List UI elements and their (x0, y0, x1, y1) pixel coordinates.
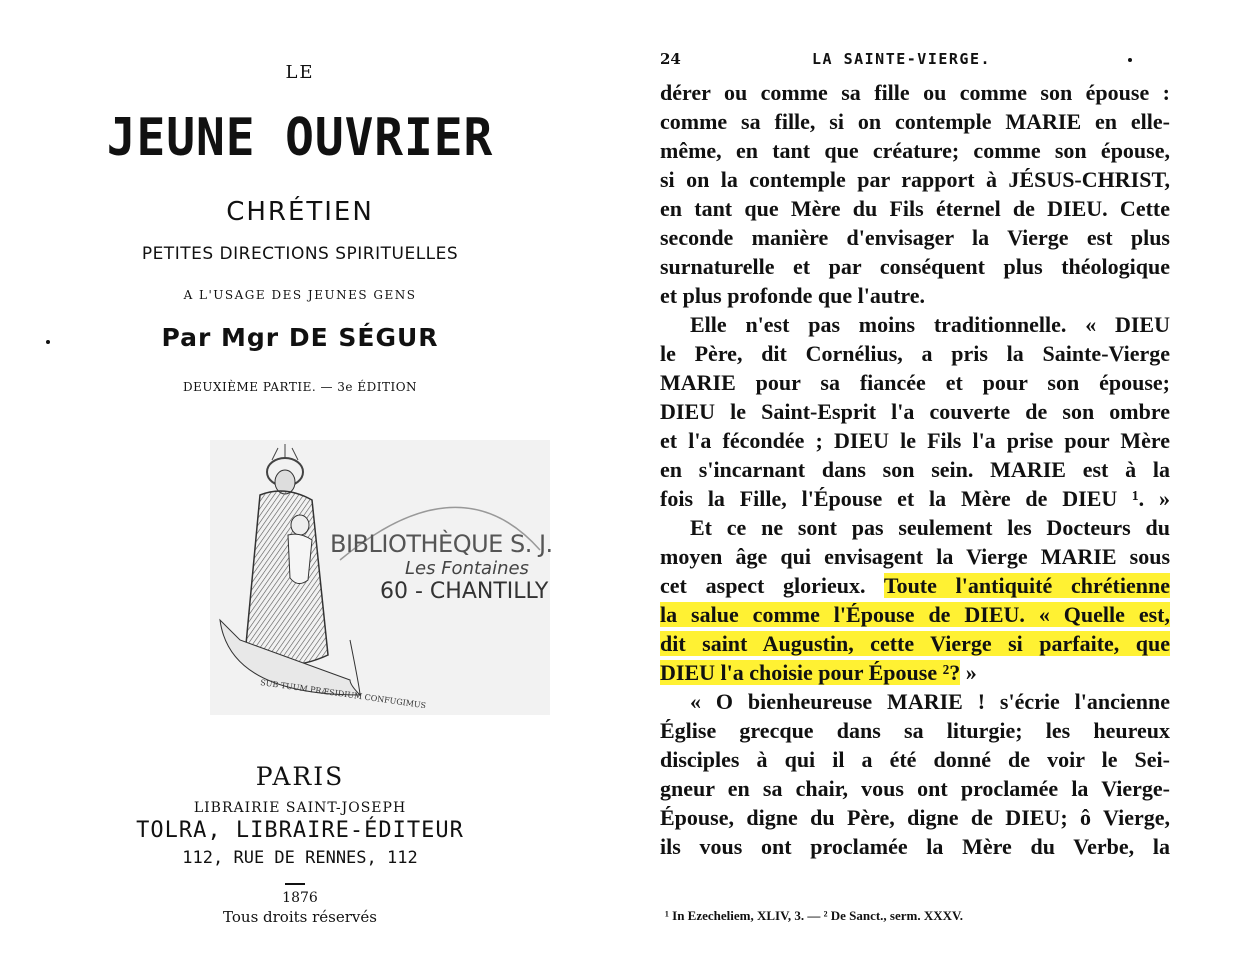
line-text: disciples à qui il a été donné de voir le Sei- (660, 747, 1170, 772)
line-text: Église grecque dans sa liturgie; les heureux (660, 718, 1170, 743)
book-subtitle-2: PETITES DIRECTIONS SPIRITUELLES (141, 244, 459, 264)
text-line (660, 600, 1170, 629)
highlighted-text: dit saint Augustin, cette Vierge si parfaite, que (660, 631, 1170, 656)
line-text: moyen âge qui envisagent la Vierge MARIE sous (660, 544, 1170, 569)
publisher-line-2: TOLRA, LIBRAIRE-ÉDITEUR (136, 818, 464, 843)
title-le: LE (285, 62, 315, 83)
stamp-line-3: 60 - CHANTILLY (380, 579, 549, 604)
text-line (660, 78, 1170, 107)
text-line (660, 223, 1170, 252)
speck (46, 340, 50, 344)
publisher-line-1: LIBRAIRIE SAINT-JOSEPH (193, 800, 407, 816)
text-line (660, 397, 1170, 426)
text-line (660, 687, 1170, 716)
line-text: ils vous ont proclamée la Mère du Verbe, la (660, 834, 1170, 859)
text-line (660, 832, 1170, 861)
line-text: comme sa fille, si on contemple MARIE en elle- (660, 109, 1170, 134)
highlighted-text: la salue comme l'Épouse de DIEU. « Quelle est, (660, 602, 1170, 627)
text-line (660, 455, 1170, 484)
line-text: Et ce ne sont pas seulement les Docteurs du (690, 515, 1170, 540)
line-text: surnaturelle et par conséquent plus théologique (660, 254, 1170, 279)
book-subtitle: CHRÉTIEN (226, 197, 374, 227)
rights-line: Tous droits réservés (223, 908, 377, 926)
line-text: DIEU le Saint-Esprit l'a couverte de son ombre (660, 399, 1170, 424)
running-head: LA SAINTE-VIERGE. (812, 50, 992, 68)
line-text: si on la contemple par rapport à JÉSUS-CHRIST, (660, 167, 1170, 192)
line-text: cet aspect glorieux. (660, 573, 884, 598)
library-stamp (330, 530, 553, 604)
line-text: Épouse, digne du Père, digne de DIEU; ô Vierge, (660, 805, 1170, 830)
line-text: » (960, 660, 977, 685)
highlighted-text: DIEU l'a choisie pour Épouse ²? (660, 660, 961, 685)
stamp-line-2: Les Fontaines (405, 558, 529, 579)
line-text: en tant que Mère du Fils éternel de DIEU. Cette (660, 196, 1170, 221)
page-number: 24 (660, 50, 681, 68)
publisher-address: 112, RUE DE RENNES, 112 (182, 848, 418, 868)
line-text: fois la Fille, l'Épouse et la Mère de DIEU ¹. » (660, 486, 1170, 511)
footnotes: ¹ In Ezecheliem, XLIV, 3. — ² De Sanct., serm. XXXV. (665, 908, 963, 923)
banner-text: SUB TUUM PRÆSIDIUM CONFUGIMUS (259, 678, 427, 711)
line-text: et plus profonde que l'autre. (660, 283, 926, 308)
edition-line: DEUXIÈME PARTIE. — 3e ÉDITION (182, 380, 418, 394)
audience-line: A L'USAGE DES JEUNES GENS (183, 288, 417, 302)
line-text: dérer ou comme sa fille ou comme son épouse : (660, 80, 1170, 105)
text-line (660, 281, 1170, 310)
text-line (660, 426, 1170, 455)
text-line (660, 658, 1170, 687)
divider (285, 883, 305, 885)
text-line (660, 484, 1170, 513)
text-line (660, 107, 1170, 136)
text-line (660, 194, 1170, 223)
line-text: « O bienheureuse MARIE ! s'écrie l'ancienne (690, 689, 1170, 714)
text-line (660, 629, 1170, 658)
text-line (660, 774, 1170, 803)
line-text: gneur en sa chair, vous ont proclamée la Vierge- (660, 776, 1170, 801)
text-line (660, 368, 1170, 397)
text-line (660, 803, 1170, 832)
text-line (660, 571, 1170, 600)
line-text: MARIE pour sa fiancée et pour son épouse; (660, 370, 1170, 395)
line-text: même, en tant que créature; comme son épouse, (660, 138, 1170, 163)
line-text: seconde manière d'envisager la Vierge est plus (660, 225, 1170, 250)
page-body (660, 78, 1170, 861)
text-line (660, 339, 1170, 368)
stamp-line-1: BIBLIOTHÈQUE S. J. (330, 530, 553, 558)
speck (1128, 58, 1132, 62)
text-line (660, 136, 1170, 165)
text-line (660, 745, 1170, 774)
line-text: le Père, dit Cornélius, a pris la Sainte-Vierge (660, 341, 1170, 366)
author-line: Par Mgr DE SÉGUR (161, 323, 439, 352)
text-line (660, 513, 1170, 542)
text-line (660, 310, 1170, 339)
text-line (660, 716, 1170, 745)
publisher-city: PARIS (255, 762, 345, 791)
line-text: en s'incarnant dans son sein. MARIE est à la (660, 457, 1170, 482)
line-text: Elle n'est pas moins traditionnelle. « DIEU (690, 312, 1170, 337)
line-text: et l'a fécondée ; DIEU le Fils l'a prise pour Mère (660, 428, 1170, 453)
text-line (660, 252, 1170, 281)
publication-year: 1876 (282, 890, 318, 906)
book-title: JEUNE OUVRIER (106, 108, 494, 168)
highlighted-text: Toute l'antiquité chrétienne (883, 573, 1170, 598)
text-line (660, 165, 1170, 194)
text-line (660, 542, 1170, 571)
